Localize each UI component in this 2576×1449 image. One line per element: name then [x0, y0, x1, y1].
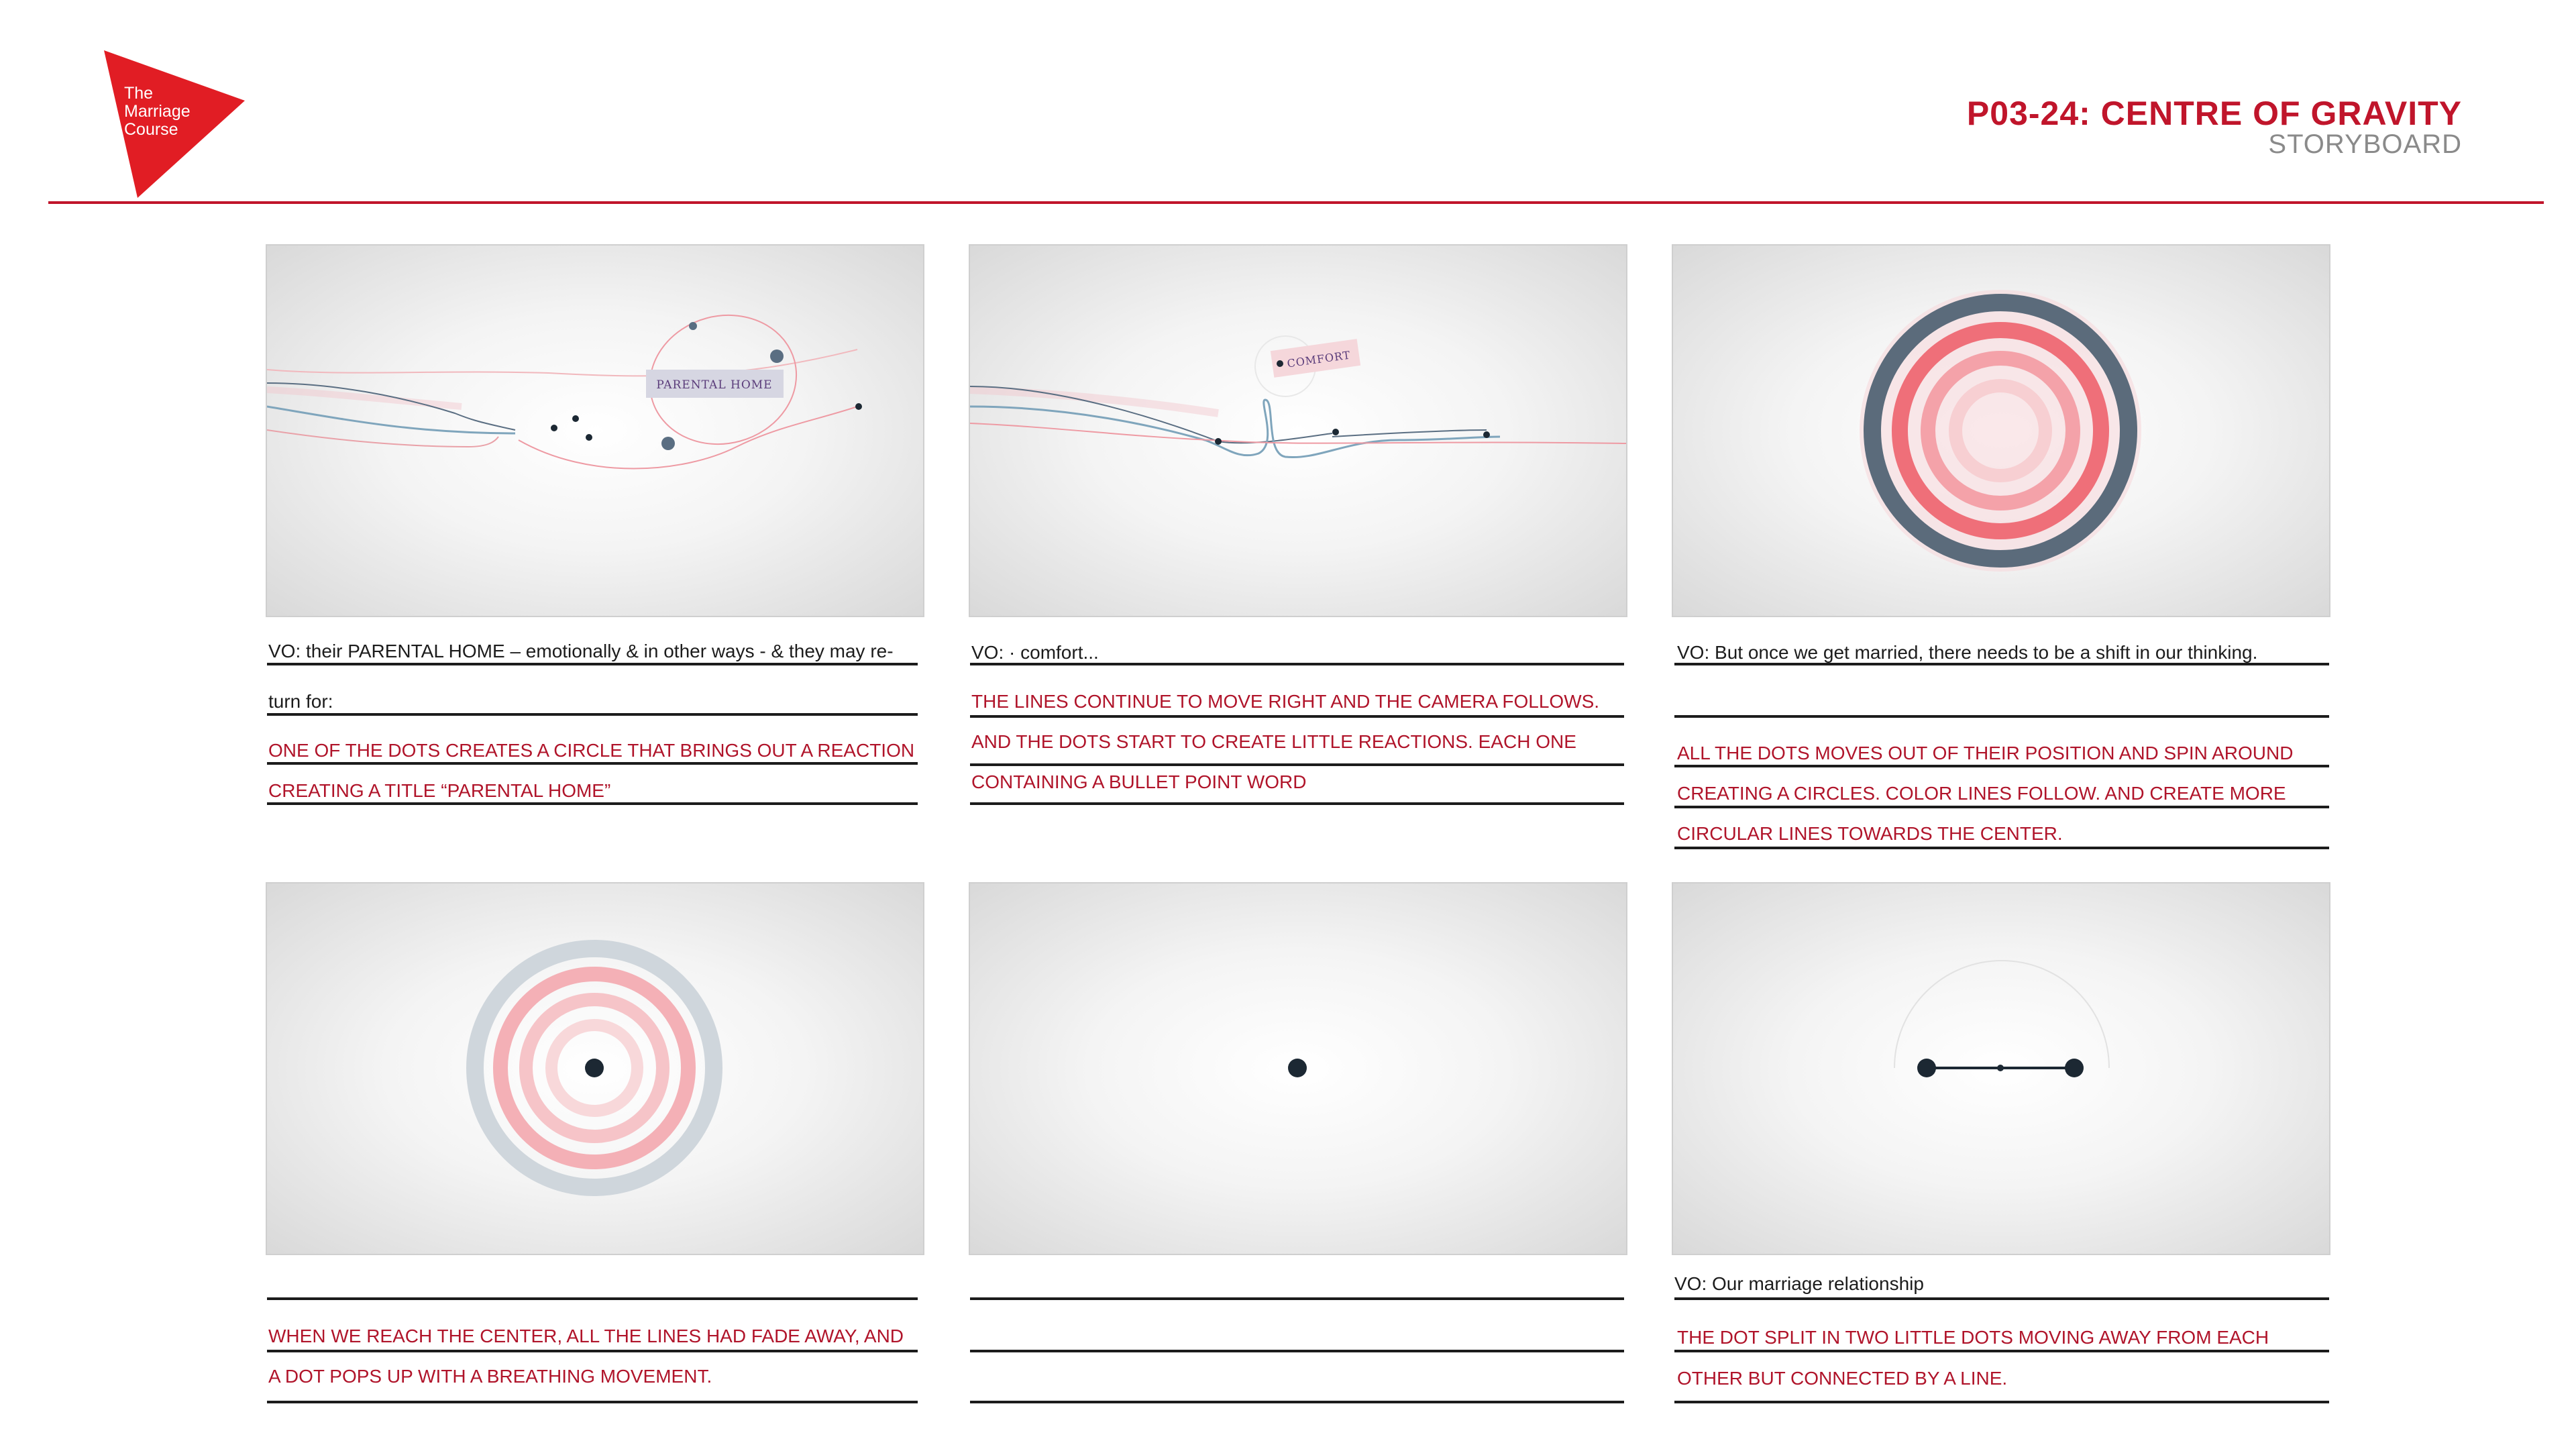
- logo-text: [124, 85, 191, 139]
- header-divider: [48, 201, 2544, 204]
- rule: [1674, 1350, 2329, 1352]
- rule: [1674, 806, 2329, 808]
- frame-1-vo-line-2: turn for:: [268, 691, 333, 712]
- logo-line-2: Marriage: [124, 102, 191, 121]
- frame-4-desc-line-2: A DOT POPS UP WITH A BREATHING MOVEMENT.: [268, 1366, 712, 1387]
- storyboard-frame-4: [267, 883, 923, 1254]
- rule: [1674, 715, 2329, 718]
- frame-5-illustration: [970, 883, 1626, 1254]
- frame-2-illustration: [970, 246, 1626, 616]
- rule: [970, 715, 1624, 718]
- frame-6-desc-line-2: OTHER BUT CONNECTED BY A LINE.: [1677, 1368, 2008, 1389]
- frame-1-desc-line-1: ONE OF THE DOTS CREATES A CIRCLE THAT BRINGS OUT A REACTION: [268, 740, 915, 761]
- frame-3-vo-line-1: VO: But once we get married, there needs to be a shift in our thinking.: [1677, 642, 2258, 663]
- frame-2-desc-line-2: AND THE DOTS START TO CREATE LITTLE REACTIONS. EACH ONE: [971, 731, 1576, 752]
- frame-1-illustration: [267, 246, 923, 616]
- rule: [267, 1401, 918, 1403]
- frame-2-desc-line-3: CONTAINING A BULLET POINT WORD: [971, 771, 1307, 792]
- frame-3-desc-line-3: CIRCULAR LINES TOWARDS THE CENTER.: [1677, 823, 2063, 844]
- frame-4-illustration: [267, 883, 923, 1254]
- frame-6-illustration: [1673, 883, 2329, 1254]
- frame-6-vo-line-1: VO: Our marriage relationship: [1674, 1273, 1924, 1294]
- frame-3-desc-line-1: ALL THE DOTS MOVES OUT OF THEIR POSITION AND SPIN AROUND: [1677, 743, 2294, 763]
- frame-6-desc-line-1: THE DOT SPLIT IN TWO LITTLE DOTS MOVING AWAY FROM EACH: [1677, 1327, 2269, 1348]
- storyboard-frame-1: [267, 246, 923, 616]
- rule: [267, 1350, 918, 1352]
- frame-2-desc-line-1: THE LINES CONTINUE TO MOVE RIGHT AND THE CAMERA FOLLOWS.: [971, 691, 1600, 712]
- storyboard-frame-3: [1673, 246, 2329, 616]
- rule: [1674, 847, 2329, 849]
- rule: [970, 763, 1624, 766]
- rule: [1674, 765, 2329, 767]
- rule: [1674, 663, 2329, 665]
- storyboard-frame-2: [970, 246, 1626, 616]
- rule: [267, 762, 918, 765]
- rule: [970, 1350, 1624, 1352]
- frame-1-desc-line-2: CREATING A TITLE “PARENTAL HOME”: [268, 780, 611, 801]
- frame-3-illustration: [1673, 246, 2329, 616]
- storyboard-frame-5: [970, 883, 1626, 1254]
- logo-line-3: Course: [124, 120, 178, 139]
- rule: [267, 663, 918, 665]
- logo-line-1: The: [124, 84, 154, 103]
- rule: [1674, 1297, 2329, 1300]
- frame-1-title-label: PARENTAL HOME: [656, 378, 773, 392]
- frame-3-desc-line-2: CREATING A CIRCLES. COLOR LINES FOLLOW. AND CREATE MORE: [1677, 783, 2286, 804]
- frame-1-vo-line-1: VO: their PARENTAL HOME – emotionally & in other ways - & they may re-: [268, 641, 894, 661]
- brand-logo: [101, 47, 248, 201]
- rule: [970, 802, 1624, 805]
- frame-2-vo-line-1: VO: · comfort...: [971, 642, 1099, 663]
- rule: [970, 663, 1624, 665]
- storyboard-frame-6: [1673, 883, 2329, 1254]
- page-subtitle: STORYBOARD: [2268, 129, 2462, 159]
- frame-2-title-label: COMFORT: [1286, 348, 1352, 370]
- rule: [267, 802, 918, 805]
- rule: [970, 1297, 1624, 1300]
- rule: [970, 1401, 1624, 1403]
- page-title: P03-24: CENTRE OF GRAVITY: [1966, 95, 2462, 132]
- frame-4-desc-line-1: WHEN WE REACH THE CENTER, ALL THE LINES HAD FADE AWAY, AND: [268, 1326, 904, 1346]
- rule: [267, 713, 918, 716]
- rule: [1674, 1401, 2329, 1403]
- rule: [267, 1297, 918, 1300]
